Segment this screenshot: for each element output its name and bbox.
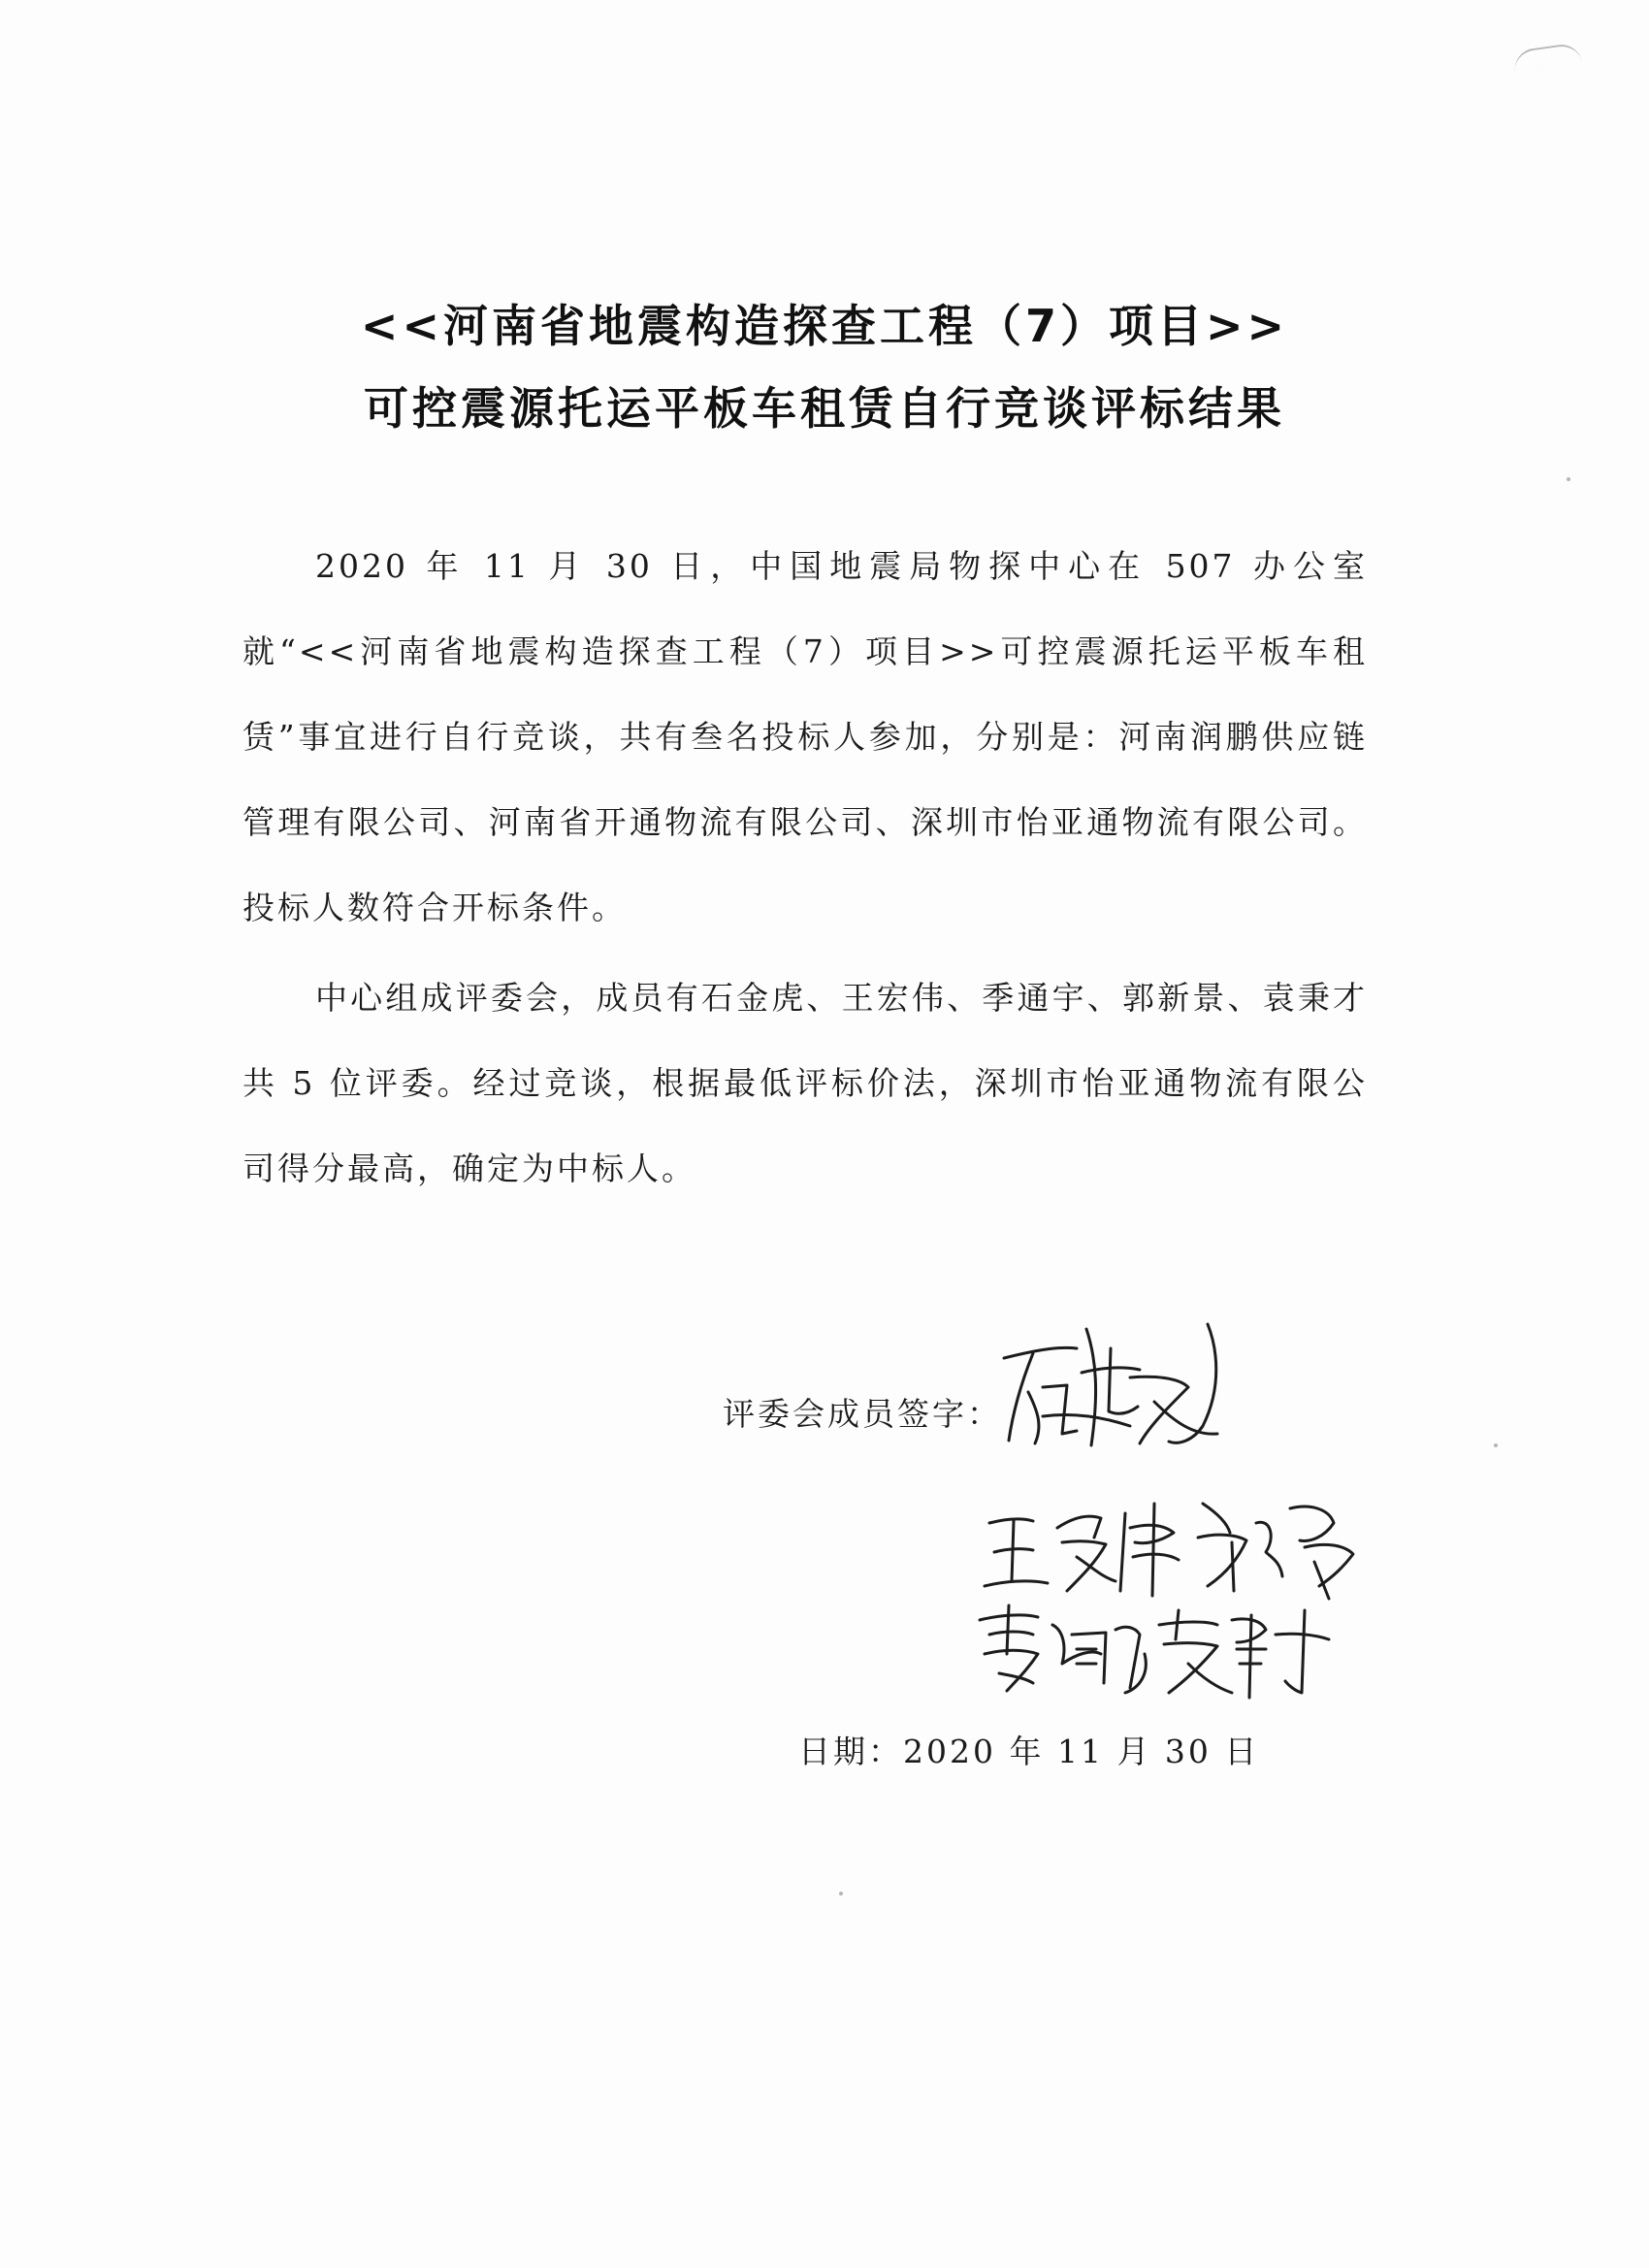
scan-speck	[1494, 1443, 1498, 1447]
handwritten-signatures-second-row	[980, 1484, 1368, 1601]
handwritten-signatures-third-row	[970, 1596, 1339, 1702]
handwritten-signature-first	[985, 1319, 1266, 1455]
paragraph-bid-meeting: 2020 年 11 月 30 日，中国地震局物探中心在 507 办公室就“<<河南省地震构造探查工程（7）项目>>可控震源托运平板车租赁”事宜进行自行竞谈，共有叁名投标人参加，分别是：河南润鹏供应链管理有限公司、河南省开通物流有限公司、深圳市怡亚通物流有限公司。投标人数符合开标条件。	[242, 547, 1368, 926]
scan-speck	[1567, 477, 1570, 481]
paragraph-evaluation-result: 中心组成评委会，成员有石金虎、王宏伟、季通宇、郭新景、袁秉才共 5 位评委。经过竞谈，根据最低评标价法，深圳市怡亚通物流有限公司得分最高，确定为中标人。	[242, 979, 1368, 1187]
document-title-line1: <<河南省地震构造探查工程（7）项目>>	[360, 300, 1289, 352]
signature-label: 评委会成员签字：	[723, 1395, 1002, 1433]
scan-speck	[839, 1892, 843, 1895]
document-date: 日期：2020 年 11 月 30 日	[798, 1733, 1260, 1770]
document-title-line2: 可控震源托运平板车租赁自行竞谈评标结果	[364, 382, 1285, 435]
scan-artifact	[1512, 42, 1582, 73]
